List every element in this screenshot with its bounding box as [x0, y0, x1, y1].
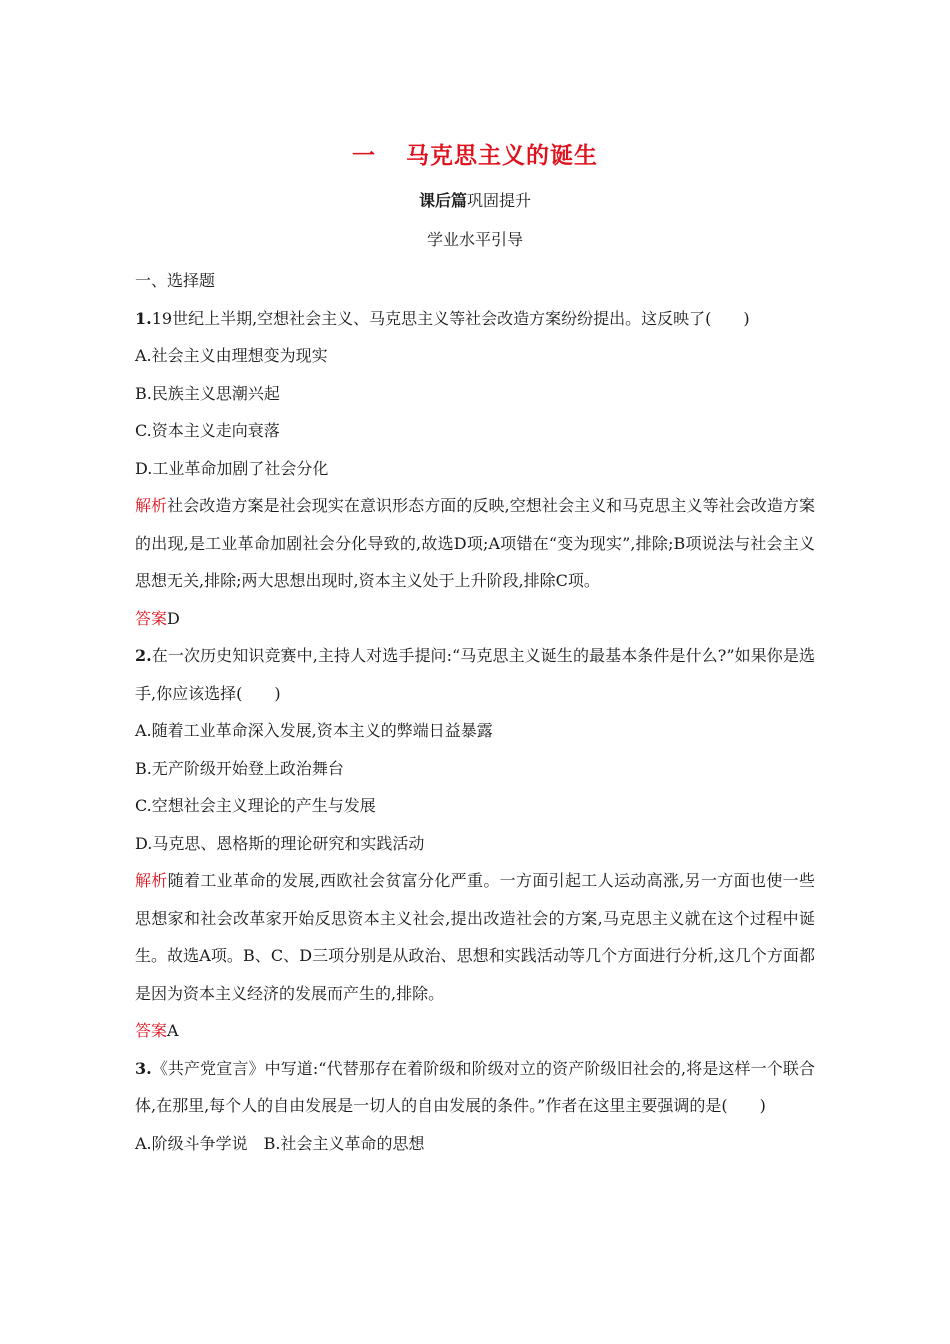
question-2-analysis	[135, 862, 815, 1012]
question-1-stem	[135, 300, 815, 338]
question-1-option-d: D.工业革命加剧了社会分化	[135, 458, 329, 478]
question-3-stem	[135, 1050, 815, 1125]
question-1-text: 19世纪上半期,空想社会主义、马克思主义等社会改造方案纷纷提出。这反映了( )	[151, 308, 750, 328]
question-1-number: 1.	[135, 308, 152, 328]
question-2-answer	[135, 1012, 815, 1050]
subtitle-rest: 巩固提升	[467, 191, 532, 210]
question-2-answer-value: A	[167, 1021, 179, 1040]
subtitle-level: 学业水平引导	[426, 230, 523, 249]
analysis-label: 解析	[135, 871, 168, 890]
question-1-answer-value: D	[167, 608, 180, 628]
question-2-option-d: D.马克思、恩格斯的理论研究和实践活动	[135, 833, 425, 853]
question-1-option-c: C.资本主义走向衰落	[135, 421, 280, 440]
question-2-option-c: C.空想社会主义理论的产生与发展	[135, 796, 376, 815]
question-1-analysis-text: 社会改造方案是社会现实在意识形态方面的反映,空想社会主义和马克思主义等社会改造方案的出现,是工业革命加剧社会分化导致的,故选D项;A项错在“变为现实”,排除;B项说法与社会主义思想无关,排除;两大思想出现时,资本主义处于上升阶段,排除C项。	[135, 496, 815, 590]
page-title	[0, 137, 950, 170]
subtitle-bold: 课后篇	[418, 191, 467, 210]
question-3-number: 3.	[135, 1058, 152, 1078]
question-1-option-b: B.民族主义思潮兴起	[135, 383, 280, 403]
analysis-label: 解析	[135, 496, 168, 515]
question-2-stem	[135, 637, 815, 712]
answer-label: 答案	[135, 1021, 168, 1040]
question-2-text: 在一次历史知识竞赛中,主持人对选手提问:“马克思主义诞生的最基本条件是什么?”如果你是选手,你应该选择( )	[135, 646, 815, 703]
question-1-answer	[135, 600, 815, 638]
title-number: 一	[352, 143, 376, 169]
section-heading: 一、选择题	[135, 271, 216, 290]
title-text: 马克思主义的诞生	[406, 143, 598, 169]
answer-label: 答案	[135, 608, 168, 628]
question-1-analysis	[135, 487, 815, 600]
question-1-option-a: A.社会主义由理想变为现实	[135, 346, 328, 365]
question-2-option-a: A.随着工业革命深入发展,资本主义的弊端日益暴露	[135, 721, 493, 740]
question-3-text: 《共产党宣言》中写道:“代替那存在着阶级和阶级对立的资产阶级旧社会的,将是这样一个联合体,在那里,每个人的自由发展是一切人的自由发展的条件。”作者在这里主要强调的是( )	[135, 1058, 815, 1115]
question-2-option-b: B.无产阶级开始登上政治舞台	[135, 758, 344, 778]
question-2-analysis-text: 随着工业革命的发展,西欧社会贫富分化严重。一方面引起工人运动高涨,另一方面也使一些思想家和社会改革家开始反思资本主义社会,提出改造社会的方案,马克思主义就在这个过程中诞生。故选A项。B、C、D三项分别是从政治、思想和实践活动等几个方面进行分析,这几个方面都是因为资本主义经济的发展而产生的,排除。	[135, 871, 815, 1003]
question-2-number: 2.	[135, 646, 152, 665]
question-3-options: A.阶级斗争学说 B.社会主义革命的思想	[135, 1133, 425, 1153]
content	[135, 262, 815, 1162]
subtitle	[0, 188, 950, 211]
